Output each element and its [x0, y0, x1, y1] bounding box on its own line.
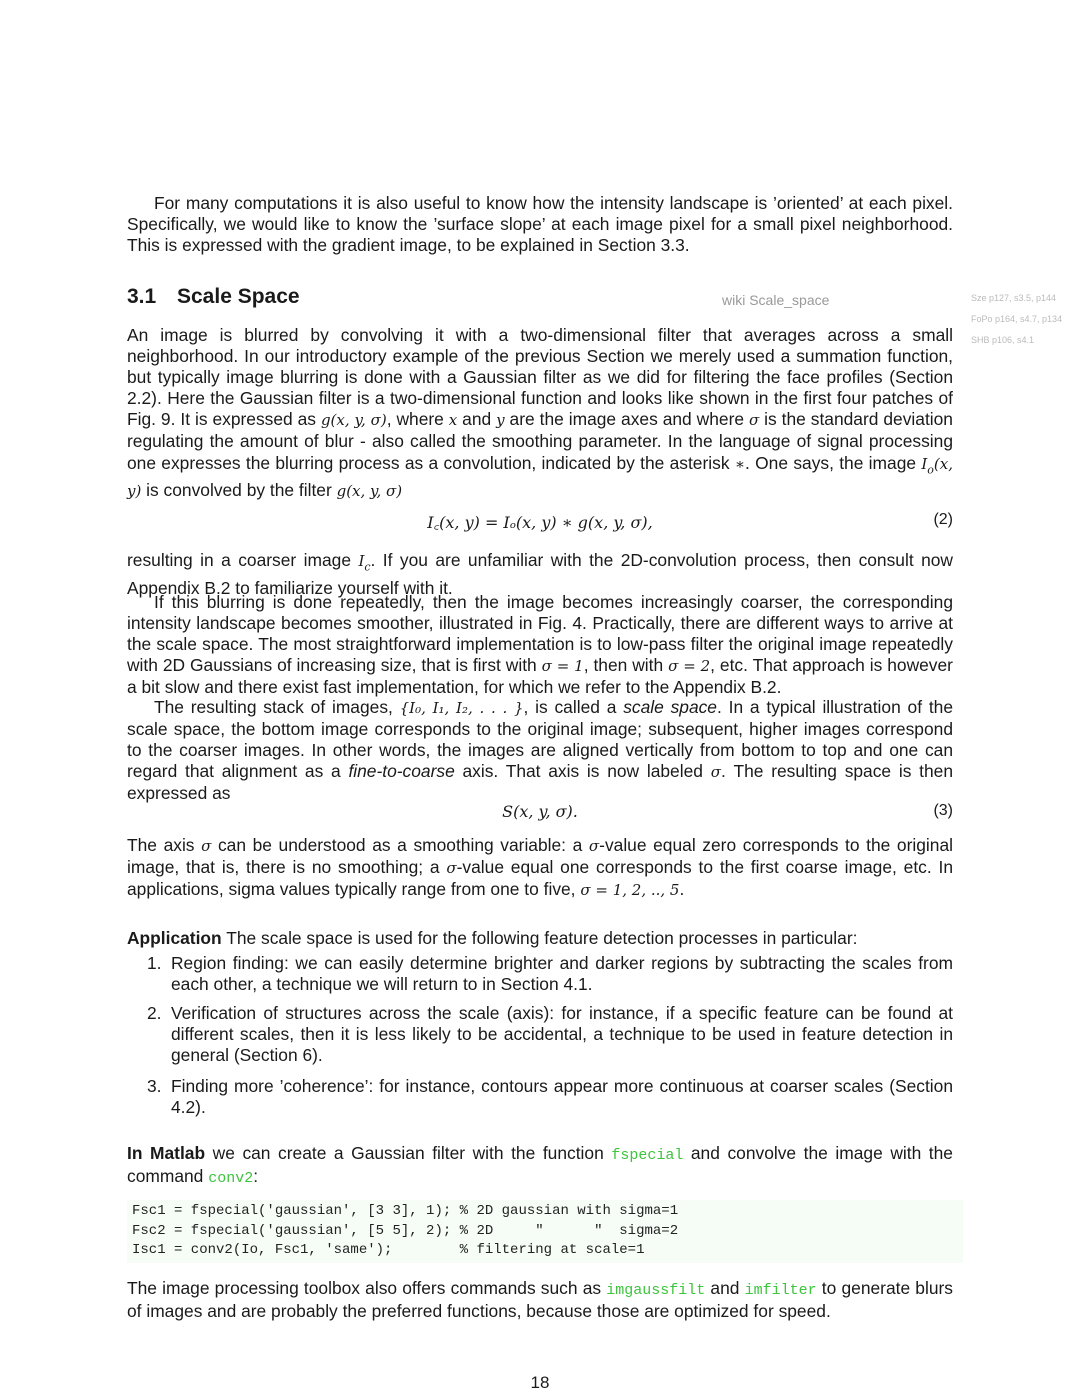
list-text: [171, 953, 953, 994]
equation-number: (2): [933, 511, 953, 528]
list-number: 1.: [147, 953, 162, 973]
code-function-link[interactable]: imfilter: [744, 1282, 817, 1299]
text-run: axis. That axis is now labeled: [454, 761, 711, 782]
code-line: Fsc1 = fspecial('gaussian', [3 3], 1); % 2D gaussian with sigma=1: [132, 1203, 679, 1219]
list-number: 2.: [147, 1003, 162, 1023]
code-function-link[interactable]: conv2: [208, 1170, 254, 1188]
math-inline: I: [358, 552, 365, 570]
text-run: , is called a: [523, 697, 624, 717]
code-block: [127, 1200, 963, 1263]
text-run: scale space: [623, 697, 717, 717]
text-run: . In a typical illustration of the scale space, the bottom image corresponds to the original image; subsequent, higher images correspond to the coarser images. In other words, the images are aligned vertically from bottom to top and one can regard that alignment as a: [127, 697, 953, 782]
code-function-link[interactable]: imgaussfilt: [606, 1282, 706, 1299]
code-line: Fsc2 = fspecial('gaussian', [5 5], 2); % 2D " " sigma=2: [132, 1222, 679, 1239]
text-run: -value equal zero corresponds to the original image, that is, there is no smoothing; a: [127, 835, 953, 878]
application-paragraph: [127, 928, 953, 949]
paragraph-sigma-axis: [127, 835, 953, 901]
text-run: we can create a Gaussian filter with the function: [205, 1143, 612, 1163]
text-run: , etc. That approach is however a bit slow and there exist fast implementation, for which we refer to the Appendix B.2.: [127, 655, 953, 698]
text-run: are the image axes and where: [504, 409, 749, 430]
math-inline: σ: [446, 859, 457, 878]
section-title: Scale Space: [177, 285, 300, 308]
text-run: Region finding: we can easily determine brighter and darker regions by subtracting the scales from each other, a technique we will return to in Section 4.1.: [171, 953, 953, 995]
equation-3: [127, 802, 953, 821]
list-item: [147, 953, 953, 995]
math-inline: σ = 2: [668, 657, 711, 676]
equation-2: [127, 511, 953, 533]
text-run: and: [457, 409, 497, 430]
text-run: An image is blurred by convolving it with a two-dimensional filter that averages across a small neighborhood. In our introductory example of the previous Section we merely used a summation function, but typically image blurring is done with a Gaussian filter as we did for filtering the face profiles (Section 2.2). Here the Gaussian filter is a two-dimensional function and looks like shown in the first four patches of Fig. 9. It is expressed as: [127, 325, 953, 430]
paragraph-repeated: [127, 592, 953, 698]
math-inline: σ = 1: [541, 657, 584, 676]
text-run: Verification of structures across the scale (axis): for instance, if a specific feature can be found at different scales, then it is less likely to be accidental, a technique to be used in feature detection in general (Section 6).: [171, 1003, 953, 1066]
wiki-link[interactable]: wiki Scale_space: [722, 292, 830, 308]
text-run: Application: [127, 928, 222, 948]
equation-text: S(x, y, σ).: [502, 802, 578, 821]
math-inline: (x, y): [127, 454, 953, 501]
text-run: resulting in a coarser image: [127, 550, 359, 570]
text-run: . The resulting space is then expressed as: [127, 761, 953, 804]
margin-ref: FoPo p164, s4.7, p134: [971, 314, 1063, 324]
text-run: fine-to-coarse: [348, 761, 455, 782]
math-inline: x: [448, 411, 458, 430]
text-run: , where: [386, 409, 449, 430]
section-number: 3.1: [127, 285, 157, 308]
text-run: If this blurring is done repeatedly, then the image becomes increasingly coarser, the corresponding intensity landscape becomes smoother, illustrated in Fig. 4. Practically, there are different ways to arrive at the scale space. The most straightforward implementation is to low-pass filter the original image repeatedly with 2D Gaussians of increasing size, that is first with: [127, 592, 953, 676]
math-inline: g(x, y, σ): [336, 482, 403, 501]
text-run: The resulting stack of images,: [154, 697, 400, 717]
math-inline: I: [921, 454, 928, 473]
text-run: :: [253, 1166, 259, 1187]
text-run: to generate blurs of images and are probably the preferred functions, because those are optimized for speed.: [127, 1278, 953, 1322]
equation-number: (3): [933, 802, 953, 819]
paragraph-scale-space: [127, 697, 953, 804]
math-inline: σ: [588, 837, 600, 855]
text-run: . If you are unfamiliar with the 2D-convolution process, then consult now Appendix B.2 to familiarize yourself with it.: [127, 550, 953, 598]
text-run: The axis: [127, 835, 202, 855]
text-run: .: [679, 879, 685, 900]
math-inline: σ: [748, 411, 760, 430]
text-run: For many computations it is also useful to know how the intensity landscape is ’oriented’ at each pixel. Specifically, we would like to know the ’surface slope’ at each image pixel for a small pixel neighborhood. This is expressed with the gradient image, to be explained in Section 3.3.: [127, 193, 953, 256]
math-inline: y: [496, 411, 505, 430]
margin-ref: Sze p127, s3.5, p144: [971, 293, 1057, 303]
list-item: [147, 1076, 953, 1118]
text-run: is the standard deviation regulating the amount of blur - also called the smoothing parameter. In the language of signal processing one expresses the blurring process as a convolution, indicated by the asterisk: [127, 409, 953, 473]
toolbox-paragraph: [127, 1278, 953, 1322]
text-run: In Matlab: [127, 1143, 206, 1163]
text-run: is convolved by the filter: [141, 480, 337, 501]
page-number: 18: [530, 1373, 550, 1392]
text-run: -value equal one corresponds to the first coarse image, etc. In applications, sigma values typically range from one to five,: [127, 857, 953, 900]
equation-text: I꜀(x, y) = Iₒ(x, y) ∗ g(x, y, σ),: [427, 513, 653, 532]
math-inline: σ = 1, 2, .., 5: [580, 881, 680, 900]
math-inline: c: [364, 560, 371, 574]
list-text: [171, 1076, 953, 1117]
code-function-link[interactable]: fspecial: [611, 1147, 684, 1164]
math-inline: o: [927, 463, 934, 477]
text-run: The scale space is used for the following feature detection processes in particular:: [221, 928, 858, 948]
text-run: , then with: [583, 655, 669, 676]
text-run: can be understood as a smoothing variable: a: [211, 835, 589, 855]
math-inline: σ: [201, 837, 212, 855]
text-run: The image processing toolbox also offers commands such as: [127, 1278, 607, 1298]
math-inline: σ: [710, 763, 721, 782]
margin-ref: SHB p106, s4.1: [971, 335, 1035, 345]
intro-paragraph: [127, 193, 953, 256]
list-number: 3.: [147, 1076, 162, 1096]
list-item: [147, 1003, 953, 1066]
text-run: . One says, the image: [745, 452, 922, 473]
matlab-paragraph: [127, 1143, 953, 1189]
math-inline: ∗: [734, 454, 746, 473]
paragraph-blurring: [127, 325, 953, 502]
math-inline: g(x, y, σ): [320, 411, 387, 430]
math-inline: {I₀, I₁, I₂, . . . }: [399, 699, 524, 717]
text-run: and convolve the image with the command: [127, 1143, 953, 1187]
text-run: and: [705, 1278, 745, 1298]
list-text: [171, 1003, 953, 1065]
text-run: Finding more ’coherence’: for instance, contours appear more continuous at coarser scales (Section 4.2).: [171, 1076, 953, 1118]
code-line: Isc1 = conv2(Io, Fsc1, 'same'); % filtering at scale=1: [132, 1242, 645, 1258]
